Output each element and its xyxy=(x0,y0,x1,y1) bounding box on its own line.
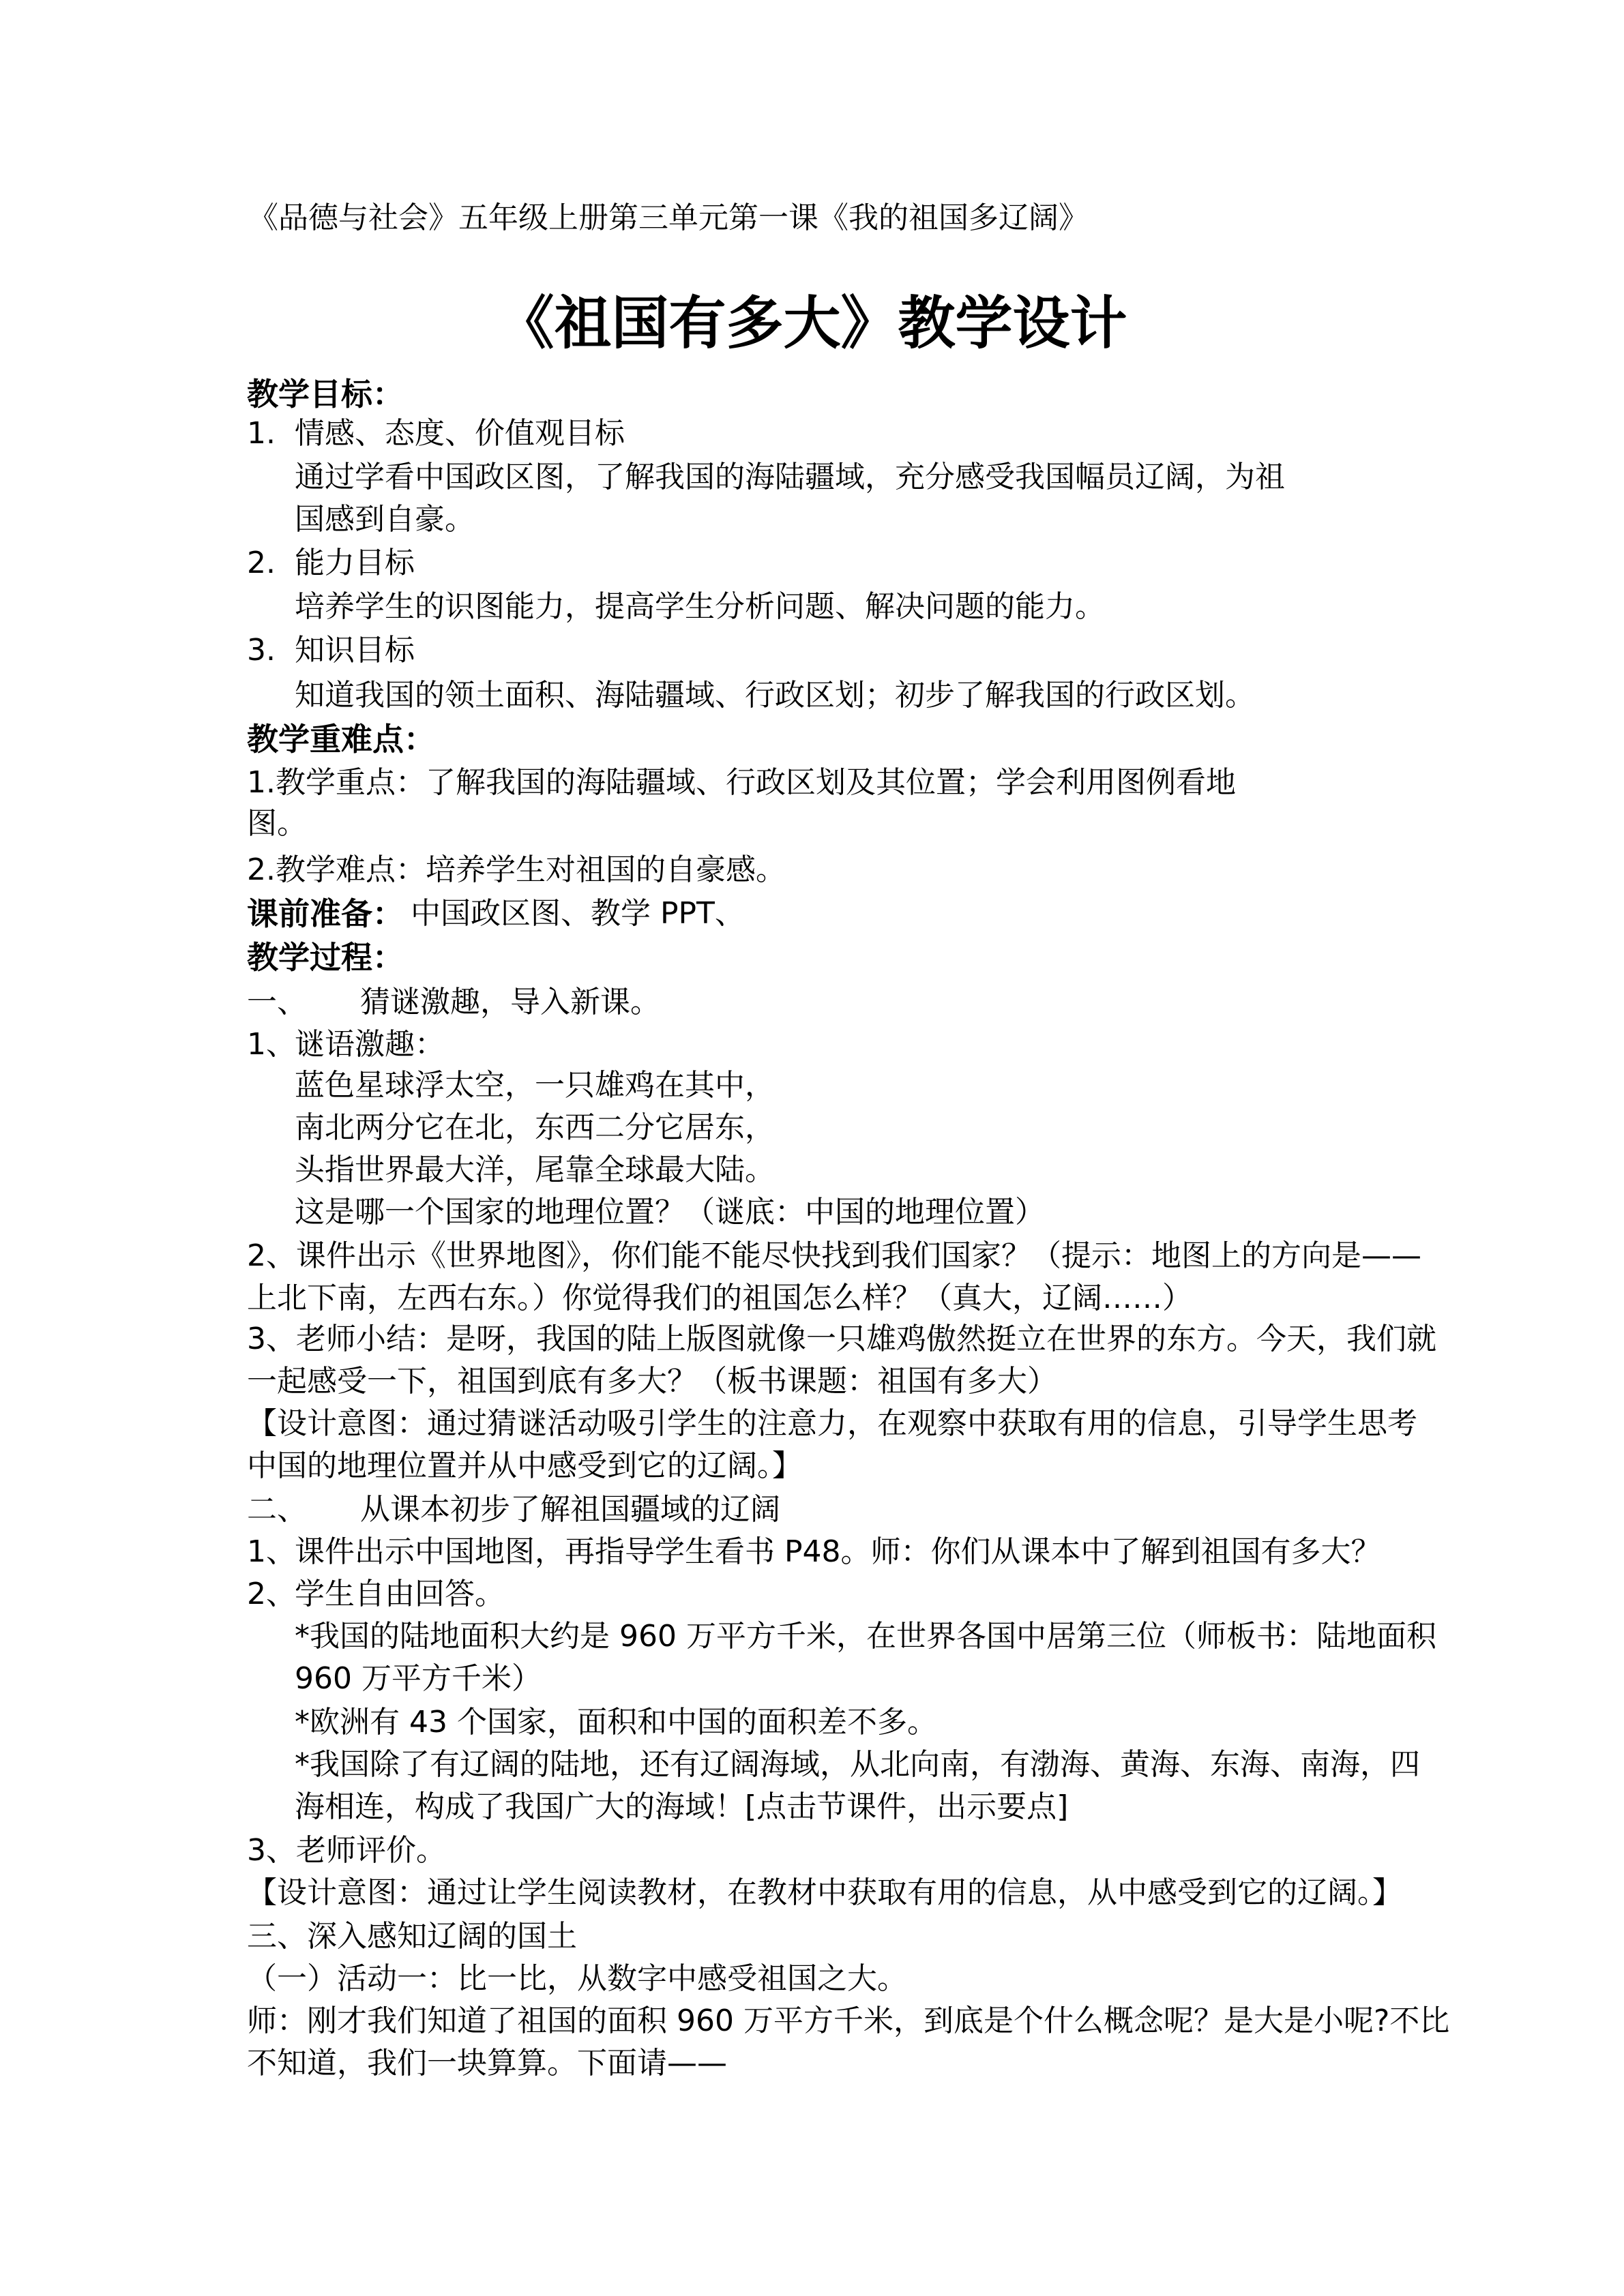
section-2-num: 二、 xyxy=(247,1492,307,1527)
prep-heading: 课前准备： xyxy=(247,895,404,932)
riddle-line-2: 南北两分它在北，东西二分它居东， xyxy=(295,1110,775,1145)
riddle-line-4: 这是哪一个国家的地理位置？（谜底：中国的地理位置） xyxy=(295,1195,1045,1229)
activity-1-title: （一）活动一：比一比，从数字中感受祖国之大。 xyxy=(247,1961,907,1996)
section-1-item-1-num: 1、 xyxy=(247,1027,296,1062)
answer-line-1: *我国的陆地面积大约是 960 万平方千米，在世界各国中居第三位（师板书：陆地面积 xyxy=(295,1619,1436,1654)
section-2-item-1-num: 1、 xyxy=(247,1534,296,1569)
design-intent-1-line-1: 【设计意图：通过猜谜活动吸引学生的注意力，在观察中获取有用的信息，引导学生思考 xyxy=(247,1406,1417,1441)
page-title: 《祖国有多大》教学设计 xyxy=(497,290,1127,357)
teacher-line-1: 师：刚才我们知道了祖国的面积 960 万平方千米，到底是个什么概念呢？是大是小呢?不比 xyxy=(247,2003,1450,2038)
answer-line-2: 960 万平方千米） xyxy=(295,1661,542,1696)
section-1-title: 猜谜激趣，导入新课。 xyxy=(360,985,660,1019)
process-heading: 教学过程： xyxy=(247,939,404,976)
paragraph-2-line-1: 2、课件出示《世界地图》，你们能不能尽快找到我们国家？（提示：地图上的方向是—— xyxy=(247,1238,1421,1273)
riddle-line-3: 头指世界最大洋，尾靠全球最大陆。 xyxy=(295,1152,775,1187)
goal-2-label: 能力目标 xyxy=(295,546,415,580)
paragraph-2-line-2: 上北下南，左西右东。）你觉得我们的祖国怎么样？（真大，辽阔……） xyxy=(247,1281,1192,1315)
paragraph-3-line-1: 3、老师小结：是呀，我国的陆上版图就像一只雄鸡傲然挺立在世界的东方。今天，我们就 xyxy=(247,1322,1436,1356)
section-3-title: 三、深入感知辽阔的国土 xyxy=(247,1919,577,1954)
answer-line-4: *我国除了有辽阔的陆地，还有辽阔海域，从北向南，有渤海、黄海、东海、南海，四 xyxy=(295,1747,1420,1782)
goal-2-line-1: 培养学生的识图能力，提高学生分析问题、解决问题的能力。 xyxy=(295,589,1105,624)
riddle-line-1: 蓝色星球浮太空，一只雄鸡在其中， xyxy=(295,1068,775,1103)
section-2-item-2-text: 学生自由回答。 xyxy=(295,1577,505,1611)
goal-1-line-1: 通过学看中国政区图，了解我国的海陆疆域，充分感受我国幅员辽阔，为祖 xyxy=(295,460,1285,494)
key-point-line-2: 图。 xyxy=(247,806,307,841)
goal-1-num: 1. xyxy=(247,416,276,451)
section-2-item-3: 3、老师评价。 xyxy=(247,1833,446,1868)
design-intent-2: 【设计意图：通过让学生阅读教材，在教材中获取有用的信息，从中感受到它的辽阔。】 xyxy=(247,1875,1402,1910)
answer-line-5: 海相连，构成了我国广大的海域！[点击节课件，出示要点] xyxy=(295,1789,1069,1824)
goals-heading: 教学目标： xyxy=(247,376,404,413)
goal-1-line-2: 国感到自豪。 xyxy=(295,502,475,537)
goal-3-line-1: 知道我国的领土面积、海陆疆域、行政区划；初步了解我国的行政区划。 xyxy=(295,678,1255,713)
section-2-item-2-num: 2、 xyxy=(247,1577,296,1611)
prep-text: 中国政区图、教学 PPT、 xyxy=(411,896,745,931)
section-1-num: 一、 xyxy=(247,985,307,1019)
subtitle: 《品德与社会》五年级上册第三单元第一课《我的祖国多辽阔》 xyxy=(248,200,1089,235)
goal-3-num: 3. xyxy=(247,633,276,668)
goal-2-num: 2. xyxy=(247,546,276,580)
paragraph-3-line-2: 一起感受一下，祖国到底有多大？（板书课题：祖国有多大） xyxy=(247,1364,1057,1399)
key-point-line-3: 2.教学难点：培养学生对祖国的自豪感。 xyxy=(247,852,786,887)
design-intent-1-line-2: 中国的地理位置并从中感受到它的辽阔。】 xyxy=(247,1448,802,1483)
key-point-line-1: 1.教学重点：了解我国的海陆疆域、行政区划及其位置；学会利用图例看地 xyxy=(247,765,1236,800)
goal-3-label: 知识目标 xyxy=(295,633,415,668)
answer-line-3: *欧洲有 43 个国家，面积和中国的面积差不多。 xyxy=(295,1705,937,1740)
key-points-heading: 教学重难点： xyxy=(247,721,435,758)
teacher-line-2: 不知道，我们一块算算。下面请—— xyxy=(247,2046,727,2081)
section-1-item-1-text: 谜语激趣： xyxy=(295,1027,445,1062)
section-2-item-1-text: 课件出示中国地图，再指导学生看书 P48。师：你们从课本中了解到祖国有多大？ xyxy=(295,1534,1381,1569)
goal-1-label: 情感、态度、价值观目标 xyxy=(295,416,625,451)
section-2-title: 从课本初步了解祖国疆域的辽阔 xyxy=(360,1492,780,1527)
